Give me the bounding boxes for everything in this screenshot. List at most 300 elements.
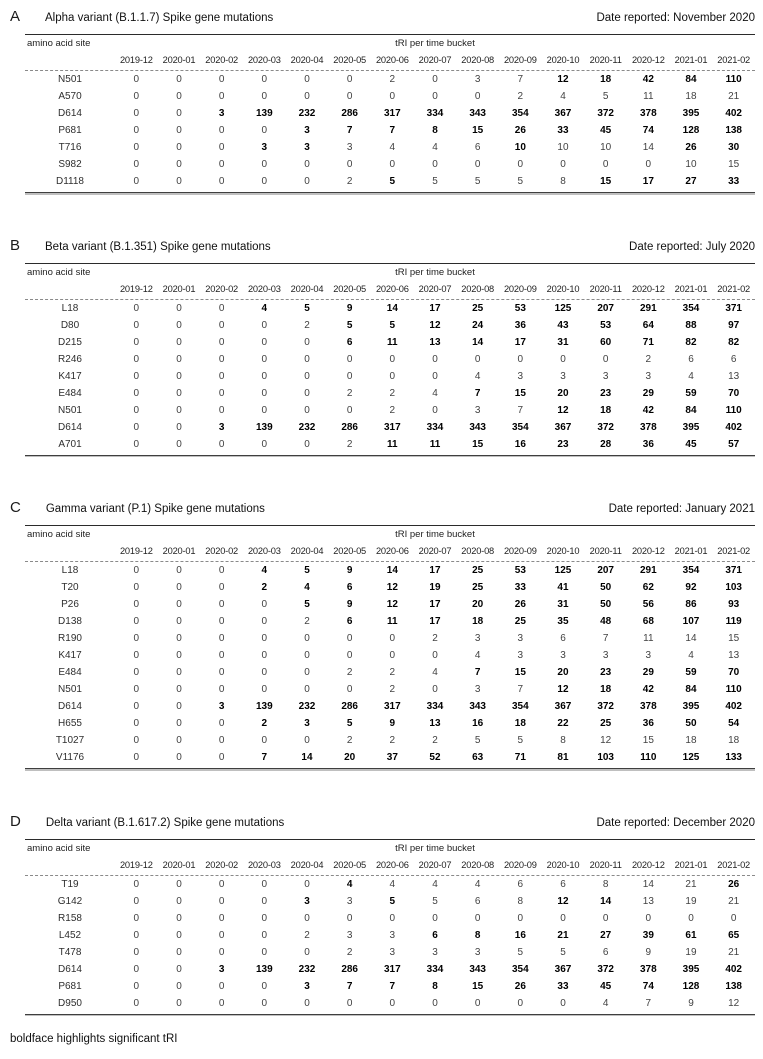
tri-value: 18 xyxy=(728,735,740,746)
month-label: 2020-09 xyxy=(503,859,537,870)
tri-value: 0 xyxy=(261,404,268,416)
tri-value: 0 xyxy=(432,997,438,1009)
amino-acid-site-label: D138 xyxy=(58,616,82,627)
amino-acid-site-label: H655 xyxy=(58,718,82,729)
tri-value: 7 xyxy=(517,684,524,695)
tri-value: 3 xyxy=(261,142,268,153)
tri-value: 119 xyxy=(725,616,742,627)
tri-value: 6 xyxy=(346,336,353,348)
tri-value: 26 xyxy=(514,980,526,992)
tri-value: 82 xyxy=(728,336,740,348)
panel-title: Beta variant (B.1.351) Spike gene mutations xyxy=(45,240,271,253)
panel-c xyxy=(0,499,763,771)
tri-value: 31 xyxy=(557,336,569,348)
tri-value: 5 xyxy=(474,176,481,187)
tri-value: 0 xyxy=(389,997,396,1009)
tri-value: 354 xyxy=(511,701,529,712)
month-label: 2020-12 xyxy=(631,283,665,294)
tri-value: 354 xyxy=(511,963,529,975)
tri-value: 6 xyxy=(730,353,737,365)
tri-value: 0 xyxy=(474,353,481,365)
tri-value: 3 xyxy=(560,650,566,661)
tri-value: 334 xyxy=(426,963,444,975)
tri-value: 84 xyxy=(685,74,697,85)
tri-value: 11 xyxy=(429,438,441,450)
tri-value: 0 xyxy=(602,353,609,365)
tri-value: 33 xyxy=(557,125,569,136)
tri-value: 0 xyxy=(261,159,268,170)
month-label: 2020-10 xyxy=(546,283,580,294)
tri-value: 2 xyxy=(346,667,353,678)
tri-value: 5 xyxy=(517,735,524,746)
panel-title: Alpha variant (B.1.1.7) Spike gene mutations xyxy=(45,12,274,24)
tri-value: 20 xyxy=(472,599,484,610)
tri-value: 82 xyxy=(685,336,697,348)
tri-value: 57 xyxy=(728,438,740,450)
table-row xyxy=(25,88,755,105)
tri-value: 2 xyxy=(261,582,268,593)
tri-value: 4 xyxy=(261,302,268,314)
tri-value: 0 xyxy=(133,718,140,729)
tri-value: 7 xyxy=(474,667,481,678)
month-label: 2021-02 xyxy=(717,859,751,870)
tri-value: 0 xyxy=(261,353,268,365)
tri-value: 25 xyxy=(472,565,484,576)
tri-value: 15 xyxy=(728,633,740,644)
tri-value: 41 xyxy=(557,582,569,593)
tri-value: 0 xyxy=(133,895,140,907)
tri-value: 0 xyxy=(133,370,140,382)
tri-value: 0 xyxy=(176,370,182,382)
tri-value: 4 xyxy=(389,142,396,153)
table-row xyxy=(25,351,755,368)
tri-value: 0 xyxy=(176,302,182,314)
mutations-table xyxy=(25,839,755,1017)
tri-value: 0 xyxy=(133,963,140,975)
panel-title: Delta variant (B.1.617.2) Spike gene mutations xyxy=(45,816,285,829)
tri-value: 7 xyxy=(602,633,609,644)
tri-value: 84 xyxy=(685,404,697,416)
tri-value: 286 xyxy=(341,421,358,433)
tri-value: 5 xyxy=(346,319,353,331)
tri-value: 378 xyxy=(639,108,657,119)
tri-value: 15 xyxy=(642,735,654,746)
table-body xyxy=(25,71,755,190)
tri-value: 0 xyxy=(261,74,268,85)
tri-value: 367 xyxy=(554,108,572,119)
tri-value: 18 xyxy=(514,718,526,729)
tri-value: 59 xyxy=(685,387,697,399)
tri-value: 11 xyxy=(643,91,654,102)
amino-acid-site-label: D950 xyxy=(58,997,82,1009)
tri-value: 19 xyxy=(685,946,697,958)
tri-value: 5 xyxy=(432,176,438,187)
site-column-header: amino acid site xyxy=(27,38,91,49)
amino-acid-site-label: D215 xyxy=(58,336,82,348)
months-header-row xyxy=(25,52,755,68)
month-label: 2020-02 xyxy=(205,283,239,294)
tri-value: 43 xyxy=(557,319,569,331)
tri-value: 0 xyxy=(133,980,140,992)
tri-value: 207 xyxy=(597,302,614,314)
table-header-band xyxy=(25,840,755,857)
tri-value: 15 xyxy=(472,438,484,450)
table-header-band xyxy=(25,35,755,52)
tri-value: 0 xyxy=(304,684,310,695)
tri-value: 0 xyxy=(176,599,182,610)
tri-value: 3 xyxy=(474,684,481,695)
tri-value: 0 xyxy=(517,997,524,1009)
tri-value: 19 xyxy=(429,582,441,593)
tri-value: 15 xyxy=(514,667,526,678)
tri-value: 74 xyxy=(642,125,654,136)
tri-value: 3 xyxy=(304,718,310,729)
panel-letter: B xyxy=(10,236,21,254)
tri-value: 0 xyxy=(261,176,268,187)
tri-value: 7 xyxy=(346,125,353,136)
tri-value: 74 xyxy=(642,980,654,992)
month-label: 2020-03 xyxy=(247,283,281,294)
tri-value: 0 xyxy=(176,438,182,450)
table-row xyxy=(25,698,755,715)
tri-value: 0 xyxy=(304,912,310,924)
tri-value: 0 xyxy=(688,912,694,924)
table-row xyxy=(25,105,755,122)
tri-value: 37 xyxy=(386,752,398,763)
tri-value: 367 xyxy=(554,701,572,712)
tri-value: 18 xyxy=(685,91,697,102)
month-label: 2021-01 xyxy=(674,283,708,294)
tri-value: 125 xyxy=(554,565,572,576)
tri-value: 0 xyxy=(176,421,182,433)
tri-value: 21 xyxy=(685,878,697,890)
tri-value: 0 xyxy=(133,74,140,85)
month-label: 2020-02 xyxy=(205,859,239,870)
tri-value: 0 xyxy=(218,404,225,416)
tri-value: 0 xyxy=(176,582,182,593)
tri-value: 0 xyxy=(176,929,182,941)
tri-value: 2 xyxy=(346,176,353,187)
tri-value: 17 xyxy=(429,302,441,314)
tri-value: 0 xyxy=(218,125,225,136)
tri-value: 0 xyxy=(432,912,438,924)
mutations-table xyxy=(25,525,755,771)
tri-value: 0 xyxy=(261,616,268,627)
amino-acid-site-label: D614 xyxy=(58,108,82,119)
tri-value: 0 xyxy=(346,353,353,365)
tri-value: 0 xyxy=(304,438,310,450)
tri-value: 0 xyxy=(218,929,225,941)
month-label: 2020-07 xyxy=(418,859,452,870)
tri-value: 0 xyxy=(389,91,396,102)
amino-acid-site-label: D1118 xyxy=(56,176,84,187)
tri-value: 0 xyxy=(304,370,310,382)
tri-value: 5 xyxy=(432,895,438,907)
amino-acid-site-label: N501 xyxy=(58,404,82,416)
tri-value: 42 xyxy=(642,684,654,695)
tri-value: 88 xyxy=(685,319,697,331)
tri-value: 6 xyxy=(474,142,481,153)
tri-value: 0 xyxy=(261,895,268,907)
tri-value: 7 xyxy=(517,404,524,416)
tri-value: 0 xyxy=(133,387,140,399)
tri-value: 5 xyxy=(602,91,609,102)
tri-value: 0 xyxy=(176,319,182,331)
amino-acid-site-label: S982 xyxy=(58,159,82,170)
tri-value: 2 xyxy=(389,735,396,746)
month-label: 2020-06 xyxy=(375,546,409,556)
month-label: 2020-10 xyxy=(546,55,580,65)
month-label: 2019-12 xyxy=(119,283,153,294)
tri-value: 110 xyxy=(725,74,742,85)
date-reported: Date reported: December 2020 xyxy=(596,816,755,829)
tri-value: 18 xyxy=(600,404,612,416)
table-row xyxy=(25,995,755,1012)
tri-value: 0 xyxy=(133,108,140,119)
amino-acid-site-label: L18 xyxy=(61,565,79,576)
boldface-note: boldface highlights significant tRI xyxy=(10,1033,178,1045)
month-label: 2020-11 xyxy=(589,859,622,870)
tri-value: 0 xyxy=(602,912,609,924)
tri-value: 0 xyxy=(218,176,225,187)
table-row xyxy=(25,944,755,961)
tri-value: 0 xyxy=(304,91,310,102)
tri-value: 286 xyxy=(341,963,358,975)
tri-value: 0 xyxy=(261,684,268,695)
month-label: 2020-04 xyxy=(290,859,324,870)
tri-value: 0 xyxy=(218,616,225,627)
tri-value: 33 xyxy=(514,582,526,593)
tri-value: 0 xyxy=(176,997,182,1009)
table-row xyxy=(25,156,755,173)
tri-value: 0 xyxy=(218,752,225,763)
tri-value: 27 xyxy=(600,929,612,941)
tri-value: 0 xyxy=(261,319,268,331)
tri-value: 0 xyxy=(261,599,268,610)
table-row xyxy=(25,961,755,978)
tri-value: 0 xyxy=(133,438,140,450)
tri-value: 12 xyxy=(429,319,441,331)
table-row xyxy=(25,402,755,419)
amino-acid-site-label: R158 xyxy=(58,912,82,924)
tri-value: 128 xyxy=(682,980,700,992)
tri-value: 402 xyxy=(725,108,742,119)
tri-value: 17 xyxy=(429,565,441,576)
tri-value: 12 xyxy=(557,404,569,416)
tri-value: 22 xyxy=(557,718,569,729)
tri-value: 0 xyxy=(133,616,140,627)
mutations-table xyxy=(25,263,755,458)
tri-value: 232 xyxy=(298,701,316,712)
tri-value: 0 xyxy=(261,438,268,450)
tri-value: 17 xyxy=(514,336,526,348)
tri-value: 0 xyxy=(261,997,268,1009)
tri-value: 372 xyxy=(597,108,614,119)
tri-value: 14 xyxy=(386,565,398,576)
tri-value: 5 xyxy=(517,176,524,187)
tri-value: 103 xyxy=(725,582,742,593)
tri-value: 138 xyxy=(725,125,742,136)
tri-value: 13 xyxy=(728,370,740,382)
tri-column-header: tRI per time bucket xyxy=(395,266,475,278)
tri-value: 15 xyxy=(472,980,484,992)
tri-value: 0 xyxy=(218,946,225,958)
panel-d-header xyxy=(0,813,763,835)
tri-value: 71 xyxy=(514,752,526,763)
site-column-header: amino acid site xyxy=(27,529,91,540)
tri-value: 0 xyxy=(389,912,396,924)
tri-value: 50 xyxy=(600,582,612,593)
tri-column-header: tRI per time bucket xyxy=(395,842,475,854)
tri-value: 2 xyxy=(432,633,438,644)
tri-value: 10 xyxy=(514,142,526,153)
tri-value: 0 xyxy=(176,912,182,924)
tri-value: 0 xyxy=(432,74,438,85)
tri-value: 0 xyxy=(133,176,140,187)
tri-value: 125 xyxy=(554,302,572,314)
tri-value: 0 xyxy=(389,159,396,170)
tri-value: 291 xyxy=(639,302,657,314)
tri-value: 0 xyxy=(304,387,310,399)
tri-value: 3 xyxy=(218,421,225,433)
tri-value: 6 xyxy=(346,582,353,593)
table-header-band xyxy=(25,526,755,543)
tri-value: 0 xyxy=(133,336,140,348)
tri-value: 53 xyxy=(514,565,526,576)
tri-value: 0 xyxy=(176,91,182,102)
amino-acid-site-label: P681 xyxy=(58,980,82,992)
tri-value: 0 xyxy=(304,650,310,661)
tri-value: 0 xyxy=(560,353,566,365)
tri-value: 26 xyxy=(685,142,697,153)
tri-value: 0 xyxy=(176,752,182,763)
tri-value: 18 xyxy=(600,74,612,85)
tri-value: 0 xyxy=(133,91,140,102)
tri-value: 56 xyxy=(642,599,654,610)
tri-value: 45 xyxy=(600,125,612,136)
tri-value: 4 xyxy=(688,370,694,382)
month-label: 2020-09 xyxy=(503,55,537,65)
tri-value: 6 xyxy=(560,878,566,890)
tri-value: 0 xyxy=(176,387,182,399)
tri-value: 0 xyxy=(304,353,310,365)
tri-value: 0 xyxy=(261,980,268,992)
tri-value: 0 xyxy=(218,667,225,678)
tri-value: 45 xyxy=(685,438,697,450)
tri-value: 372 xyxy=(597,701,614,712)
tri-value: 71 xyxy=(642,336,654,348)
tri-value: 0 xyxy=(346,74,353,85)
month-label: 2020-04 xyxy=(290,55,324,65)
tri-value: 25 xyxy=(514,616,526,627)
tri-value: 0 xyxy=(432,91,438,102)
table-row xyxy=(25,368,755,385)
tri-value: 0 xyxy=(218,997,225,1009)
tri-value: 0 xyxy=(261,735,268,746)
tri-value: 334 xyxy=(426,108,444,119)
tri-value: 12 xyxy=(557,684,569,695)
tri-value: 17 xyxy=(429,599,441,610)
tri-value: 0 xyxy=(176,159,182,170)
tri-value: 334 xyxy=(426,421,444,433)
month-label: 2020-03 xyxy=(247,546,281,556)
tri-value: 0 xyxy=(517,912,524,924)
tri-value: 2 xyxy=(346,387,353,399)
panel-letter: A xyxy=(10,8,21,25)
panel-letter: C xyxy=(10,499,21,516)
month-label: 2021-01 xyxy=(674,546,708,556)
table-row xyxy=(25,385,755,402)
tri-value: 0 xyxy=(176,667,182,678)
tri-value: 3 xyxy=(304,980,310,992)
amino-acid-site-label: T19 xyxy=(61,878,79,890)
tri-value: 16 xyxy=(514,438,526,450)
tri-value: 7 xyxy=(645,997,652,1009)
tri-value: 0 xyxy=(218,878,225,890)
tri-value: 18 xyxy=(472,616,484,627)
tri-value: 3 xyxy=(218,108,225,119)
month-label: 2020-12 xyxy=(631,859,665,870)
tri-value: 0 xyxy=(261,878,268,890)
tri-value: 0 xyxy=(602,159,609,170)
tri-value: 33 xyxy=(557,980,569,992)
tri-value: 0 xyxy=(133,599,140,610)
tri-value: 18 xyxy=(600,684,612,695)
month-label: 2020-01 xyxy=(162,55,196,65)
month-label: 2020-08 xyxy=(461,55,495,65)
tri-value: 0 xyxy=(645,159,652,170)
tri-value: 110 xyxy=(640,752,657,763)
tri-value: 2 xyxy=(517,91,524,102)
tri-value: 35 xyxy=(557,616,569,627)
tri-value: 63 xyxy=(472,752,484,763)
tri-value: 0 xyxy=(218,912,225,924)
tri-value: 25 xyxy=(472,302,484,314)
tri-value: 10 xyxy=(600,142,612,153)
tri-value: 14 xyxy=(301,752,313,763)
tri-value: 395 xyxy=(682,108,700,119)
table-row xyxy=(25,122,755,139)
table-row xyxy=(25,613,755,630)
tri-value: 4 xyxy=(432,142,438,153)
tri-value: 0 xyxy=(133,997,140,1009)
tri-value: 9 xyxy=(688,997,694,1009)
tri-value: 6 xyxy=(688,353,694,365)
tri-value: 0 xyxy=(261,336,268,348)
tri-value: 0 xyxy=(218,895,225,907)
tri-value: 3 xyxy=(645,370,652,382)
date-reported: Date reported: November 2020 xyxy=(596,12,755,24)
tri-value: 6 xyxy=(432,929,438,941)
tri-value: 402 xyxy=(725,963,742,975)
tri-value: 0 xyxy=(346,684,353,695)
tri-value: 139 xyxy=(255,421,273,433)
tri-value: 15 xyxy=(728,159,740,170)
tri-value: 6 xyxy=(560,633,566,644)
panel-c-header xyxy=(0,499,763,521)
table-bottom-rule xyxy=(25,455,755,458)
tri-value: 81 xyxy=(557,752,569,763)
tri-value: 6 xyxy=(602,946,609,958)
tri-value: 0 xyxy=(645,912,652,924)
month-label: 2020-03 xyxy=(247,859,281,870)
month-label: 2021-01 xyxy=(674,859,708,870)
table-row xyxy=(25,978,755,995)
tri-value: 3 xyxy=(304,142,310,153)
tri-value: 7 xyxy=(474,387,481,399)
tri-value: 0 xyxy=(346,159,353,170)
tri-value: 2 xyxy=(304,616,310,627)
